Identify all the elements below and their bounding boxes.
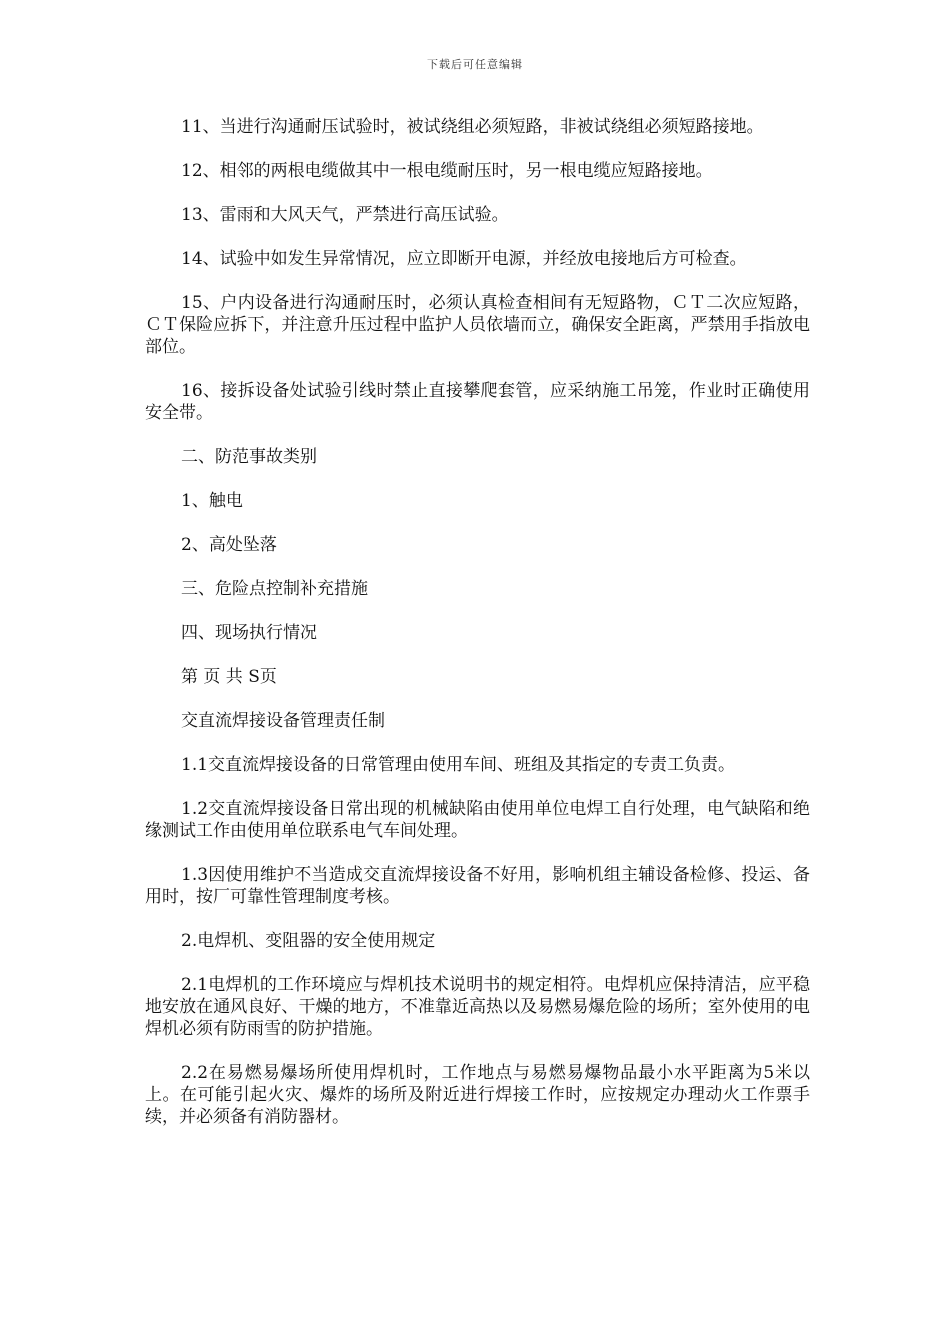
paragraph-1-1: 1.1交直流焊接设备的日常管理由使用车间、班组及其指定的专责工负责。 <box>181 755 736 775</box>
paragraph-13: 13、雷雨和大风天气，严禁进行高压试验。 <box>181 205 509 225</box>
paragraph-14: 14、试验中如发生异常情况，应立即断开电源，并经放电接地后方可检查。 <box>181 249 747 269</box>
paragraph-2-2: 2.2在易燃易爆场所使用焊机时，工作地点与易燃易爆物品最小水平距离为5米以上。在可能引起火灾、爆炸的场所及附近进行焊接工作时，应按规定办理动火工作票手续，并必须备有消防器材。 <box>145 1063 810 1127</box>
section-heading-accident-types: 二、防范事故类别 <box>181 447 317 467</box>
paragraph-1-2: 1.2交直流焊接设备日常出现的机械缺陷由使用单位电焊工自行处理，电气缺陷和绝缘测试工作由使用单位联系电气车间处理。 <box>145 799 810 841</box>
section-heading-execution: 四、现场执行情况 <box>181 623 317 643</box>
document-title: 交直流焊接设备管理责任制 <box>181 711 385 731</box>
paragraph-12: 12、相邻的两根电缆做其中一根电缆耐压时，另一根电缆应短路接地。 <box>181 161 713 181</box>
section-heading-2: 2.电焊机、变阻器的安全使用规定 <box>181 931 436 951</box>
document-body <box>145 116 810 1150</box>
paragraph-1-3: 1.3因使用维护不当造成交直流焊接设备不好用，影响机组主辅设备检修、投运、备用时，按厂可靠性管理制度考核。 <box>145 865 810 907</box>
page-number-line: 第 页 共 S页 <box>181 667 277 687</box>
paragraph-16: 16、接拆设备处试验引线时禁止直接攀爬套管，应采纳施工吊笼，作业时正确使用安全带。 <box>145 381 810 423</box>
paragraph-15: 15、户内设备进行沟通耐压时，必须认真检查相间有无短路物，ＣＴ二次应短路，ＣＴ保险应拆下，并注意升压过程中监护人员依墙而立，确保安全距离，严禁用手指放电部位。 <box>145 293 810 357</box>
paragraph-11: 11、当进行沟通耐压试验时，被试绕组必须短路，非被试绕组必须短路接地。 <box>181 117 764 137</box>
section-heading-control-measures: 三、危险点控制补充措施 <box>181 579 368 599</box>
page-header: 下载后可任意编辑 <box>427 58 523 71</box>
paragraph-2-1: 2.1电焊机的工作环境应与焊机技术说明书的规定相符。电焊机应保持清洁，应平稳地安放在通风良好、干燥的地方，不准靠近高热以及易燃易爆危险的场所；室外使用的电焊机必须有防雨雪的防护措施。 <box>145 975 810 1039</box>
list-item-electric-shock: 1、触电 <box>181 491 243 511</box>
list-item-fall-from-height: 2、高处坠落 <box>181 535 277 555</box>
